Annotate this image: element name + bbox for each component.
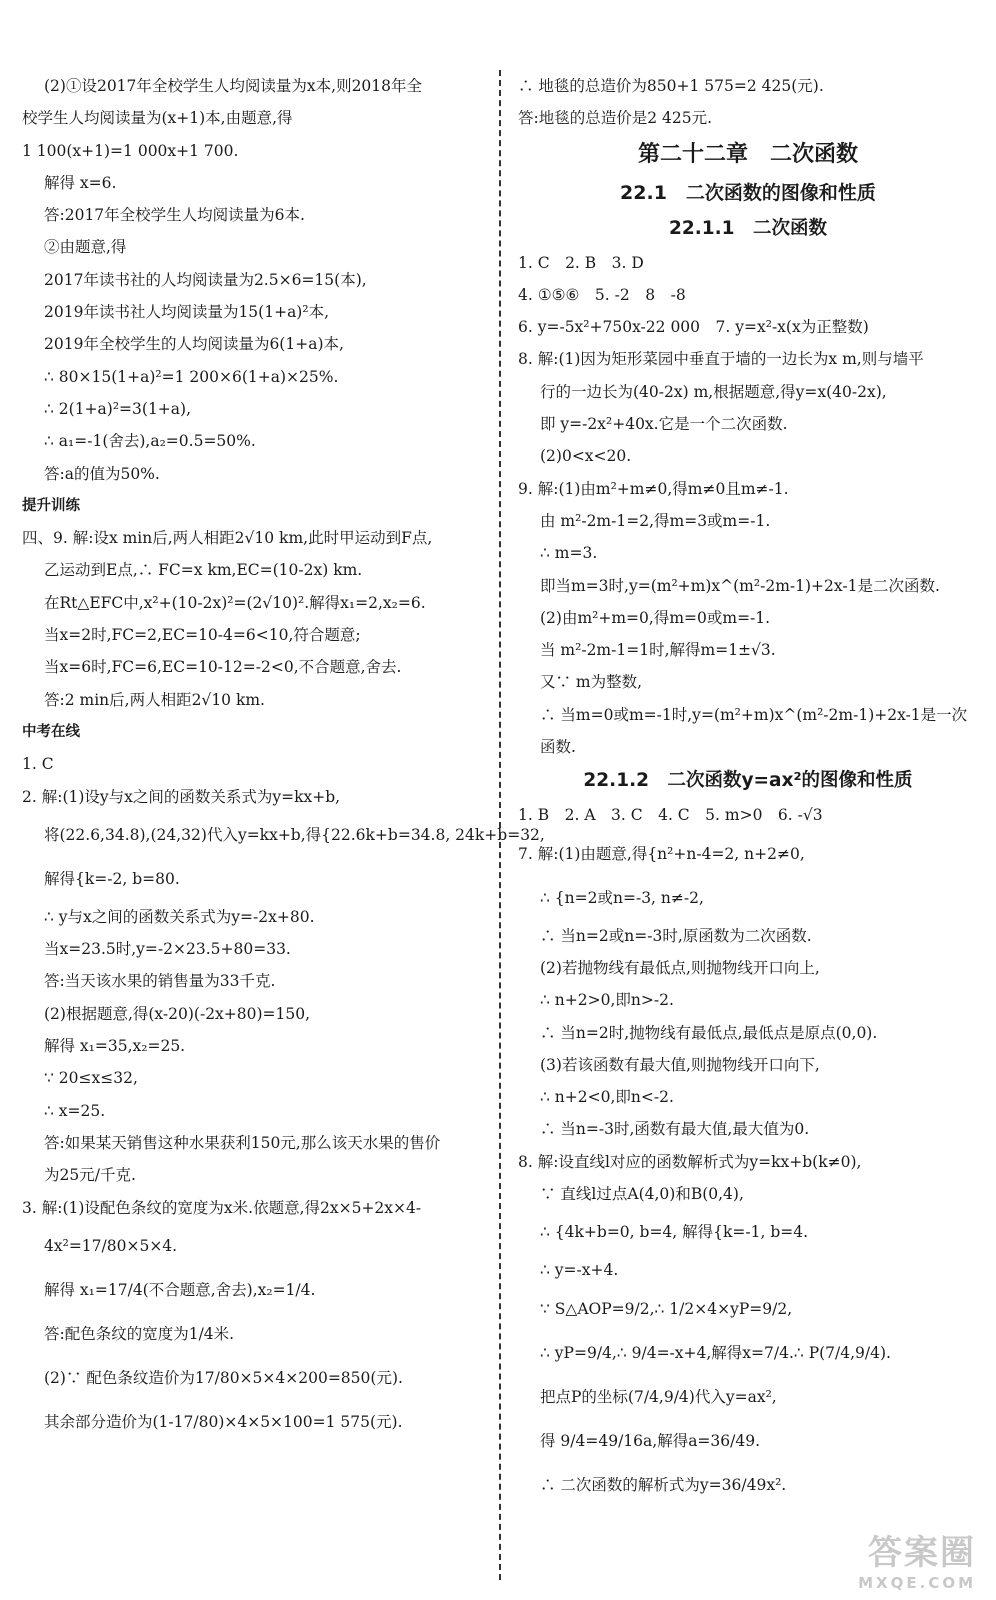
text-line: ∴ y=-x+4. xyxy=(540,1261,619,1280)
text-line: 得 9/4=49/16a,解得a=36/49. xyxy=(540,1431,761,1450)
text-line: 3. 解:(1)设配色条纹的宽度为x米.依题意,得2x×5+2x×4- xyxy=(22,1198,422,1217)
column-divider xyxy=(499,70,501,1580)
text-line: (2)若抛物线有最低点,则抛物线开口向上, xyxy=(540,958,820,977)
text-line: 解得 x=6. xyxy=(44,173,117,192)
text-line: 乙运动到E点,∴ FC=x km,EC=(10-2x) km. xyxy=(44,561,363,580)
subsection-title: 22.1.2 二次函数y=ax²的图像和性质 xyxy=(583,770,913,792)
text-line: 其余部分造价为(1-17/80)×4×5×100=1 575(元). xyxy=(44,1412,403,1431)
text-line: 解得 x₁=17/4(不合题意,舍去),x₂=1/4. xyxy=(44,1280,316,1299)
text-line: 2. 解:(1)设y与x之间的函数关系式为y=kx+b, xyxy=(22,787,341,806)
text-line: 8. 解:设直线l对应的函数解析式为y=kx+b(k≠0), xyxy=(518,1152,862,1171)
text-line: 把点P的坐标(7/4,9/4)代入y=ax², xyxy=(540,1387,777,1406)
text-line: ∴ y与x之间的函数关系式为y=-2x+80. xyxy=(44,907,315,926)
text-line: ∴ {4k+b=0, b=4, 解得{k=-1, b=4. xyxy=(540,1223,809,1242)
text-line: (2)∵ 配色条纹造价为17/80×5×4×200=850(元). xyxy=(44,1368,403,1387)
text-line: 答:配色条纹的宽度为1/4米. xyxy=(44,1324,235,1343)
text-line: 答:a的值为50%. xyxy=(44,464,160,483)
text-line: 4. ①⑤⑥ 5. -2 8 -8 xyxy=(518,285,686,304)
text-line: 2019年全校学生的人均阅读量为6(1+a)本, xyxy=(44,335,344,354)
text-line: ∴ 当m=0或m=-1时,y=(m²+m)x^(m²-2m-1)+2x-1是一次 xyxy=(540,705,968,724)
right-column xyxy=(518,70,978,1507)
text-line: 4x²=17/80×5×4. xyxy=(44,1236,178,1255)
watermark-site: MXQE.COM xyxy=(858,1574,976,1592)
text-line: 1. C xyxy=(22,755,54,774)
section-heading: 中考在线 xyxy=(22,723,80,740)
text-line: ∴ {n=2或n=-3, n≠-2, xyxy=(540,888,704,907)
subsection-title: 22.1.1 二次函数 xyxy=(668,217,828,239)
watermark-brand: 答案圈 xyxy=(868,1533,976,1573)
text-line: 即当m=3时,y=(m²+m)x^(m²-2m-1)+2x-1是二次函数. xyxy=(540,576,940,595)
text-line: ∵ S△AOP=9/2,∴ 1/2×4×yP=9/2, xyxy=(540,1299,793,1318)
watermark xyxy=(858,1525,976,1592)
text-line: 答:当天该水果的销售量为33千克. xyxy=(44,972,276,991)
text-line: 在Rt△EFC中,x²+(10-2x)²=(2√10)².解得x₁=2,x₂=6. xyxy=(44,593,426,612)
text-line: (2)0<x<20. xyxy=(540,447,632,466)
text-line: 8. 解:(1)因为矩形菜园中垂直于墙的一边长为x m,则与墙平 xyxy=(518,350,924,369)
text-line: ∴ n+2>0,即n>-2. xyxy=(540,991,674,1010)
text-line: 校学生人均阅读量为(x+1)本,由题意,得 xyxy=(22,109,293,128)
text-line: ∴ 当n=2或n=-3时,原函数为二次函数. xyxy=(540,926,812,945)
text-line: ∴ 2(1+a)²=3(1+a), xyxy=(44,399,192,418)
text-line: 即 y=-2x²+40x.它是一个二次函数. xyxy=(540,415,788,434)
text-line: 当 m²-2m-1=1时,解得m=1±√3. xyxy=(540,641,776,660)
text-line: 6. y=-5x²+750x-22 000 7. y=x²-x(x为正整数) xyxy=(518,318,869,337)
chapter-title: 第二十二章 二次函数 xyxy=(637,141,858,167)
text-line: 答:地毯的总造价是2 425元. xyxy=(518,109,713,128)
left-column xyxy=(22,70,545,1444)
text-line: ∵ 直线l过点A(4,0)和B(0,4), xyxy=(540,1185,744,1204)
text-line: 将(22.6,34.8),(24,32)代入y=kx+b,得{22.6k+b=34.8, 24k+b=32, xyxy=(44,825,545,844)
text-line: 行的一边长为(40-2x) m,根据题意,得y=x(40-2x), xyxy=(540,382,887,401)
text-line: 函数. xyxy=(540,738,576,757)
text-line: 1. B 2. A 3. C 4. C 5. m>0 6. -√3 xyxy=(518,806,823,825)
section-heading: 提升训练 xyxy=(22,497,80,514)
text-line: (2)根据题意,得(x-20)(-2x+80)=150, xyxy=(44,1004,311,1023)
text-line: 又∵ m为整数, xyxy=(540,673,643,692)
text-line: 为25元/千克. xyxy=(44,1166,136,1185)
text-line: 由 m²-2m-1=2,得m=3或m=-1. xyxy=(540,511,771,530)
text-line: 四、9. 解:设x min后,两人相距2√10 km,此时甲运动到F点, xyxy=(22,529,433,548)
text-line: (3)若该函数有最大值,则抛物线开口向下, xyxy=(540,1055,820,1074)
text-line: 答:2 min后,两人相距2√10 km. xyxy=(44,690,265,709)
text-line: (2)①设2017年全校学生人均阅读量为x本,则2018年全 xyxy=(44,77,423,95)
text-line: 解得 x₁=35,x₂=25. xyxy=(44,1037,186,1056)
text-line: ∵ 20≤x≤32, xyxy=(44,1069,138,1088)
text-line: ∴ yP=9/4,∴ 9/4=-x+4,解得x=7/4.∴ P(7/4,9/4). xyxy=(540,1343,891,1362)
text-line: 当x=2时,FC=2,EC=10-4=6<10,符合题意; xyxy=(44,626,361,645)
text-line: ∴ n+2<0,即n<-2. xyxy=(540,1088,674,1107)
text-line: ∴ m=3. xyxy=(540,544,598,563)
text-line: 1 100(x+1)=1 000x+1 700. xyxy=(22,141,239,160)
text-line: ∴ 当n=-3时,函数有最大值,最大值为0. xyxy=(540,1120,810,1139)
text-line: 答:如果某天销售这种水果获利150元,那么该天水果的售价 xyxy=(44,1133,441,1152)
text-line: ∴ 80×15(1+a)²=1 200×6(1+a)×25%. xyxy=(44,367,339,386)
text-line: 2017年读书社的人均阅读量为2.5×6=15(本), xyxy=(44,270,367,289)
text-line: 2019年读书社人均阅读量为15(1+a)²本, xyxy=(44,303,329,322)
text-line: 答:2017年全校学生人均阅读量为6本. xyxy=(44,206,305,225)
text-line: ∴ 当n=2时,抛物线有最低点,最低点是原点(0,0). xyxy=(540,1023,878,1042)
text-line: (2)由m²+m=0,得m=0或m=-1. xyxy=(540,608,771,627)
text-line: ②由题意,得 xyxy=(44,238,127,257)
text-line: ∴ a₁=-1(舍去),a₂=0.5=50%. xyxy=(44,432,256,451)
text-line: ∴ 二次函数的解析式为y=36/49x². xyxy=(540,1475,787,1494)
text-line: 1. C 2. B 3. D xyxy=(518,253,644,272)
text-line: 当x=6时,FC=6,EC=10-12=-2<0,不合题意,舍去. xyxy=(44,658,402,677)
section-title: 22.1 二次函数的图像和性质 xyxy=(620,181,876,204)
text-line: 当x=23.5时,y=-2×23.5+80=33. xyxy=(44,940,291,959)
text-line: ∴ 地毯的总造价为850+1 575=2 425(元). xyxy=(518,77,824,95)
text-line: 解得{k=-2, b=80. xyxy=(44,869,180,888)
text-line: 7. 解:(1)由题意,得{n²+n-4=2, n+2≠0, xyxy=(518,844,805,863)
text-line: 9. 解:(1)由m²+m≠0,得m≠0且m≠-1. xyxy=(518,479,789,498)
text-line: ∴ x=25. xyxy=(44,1101,106,1120)
